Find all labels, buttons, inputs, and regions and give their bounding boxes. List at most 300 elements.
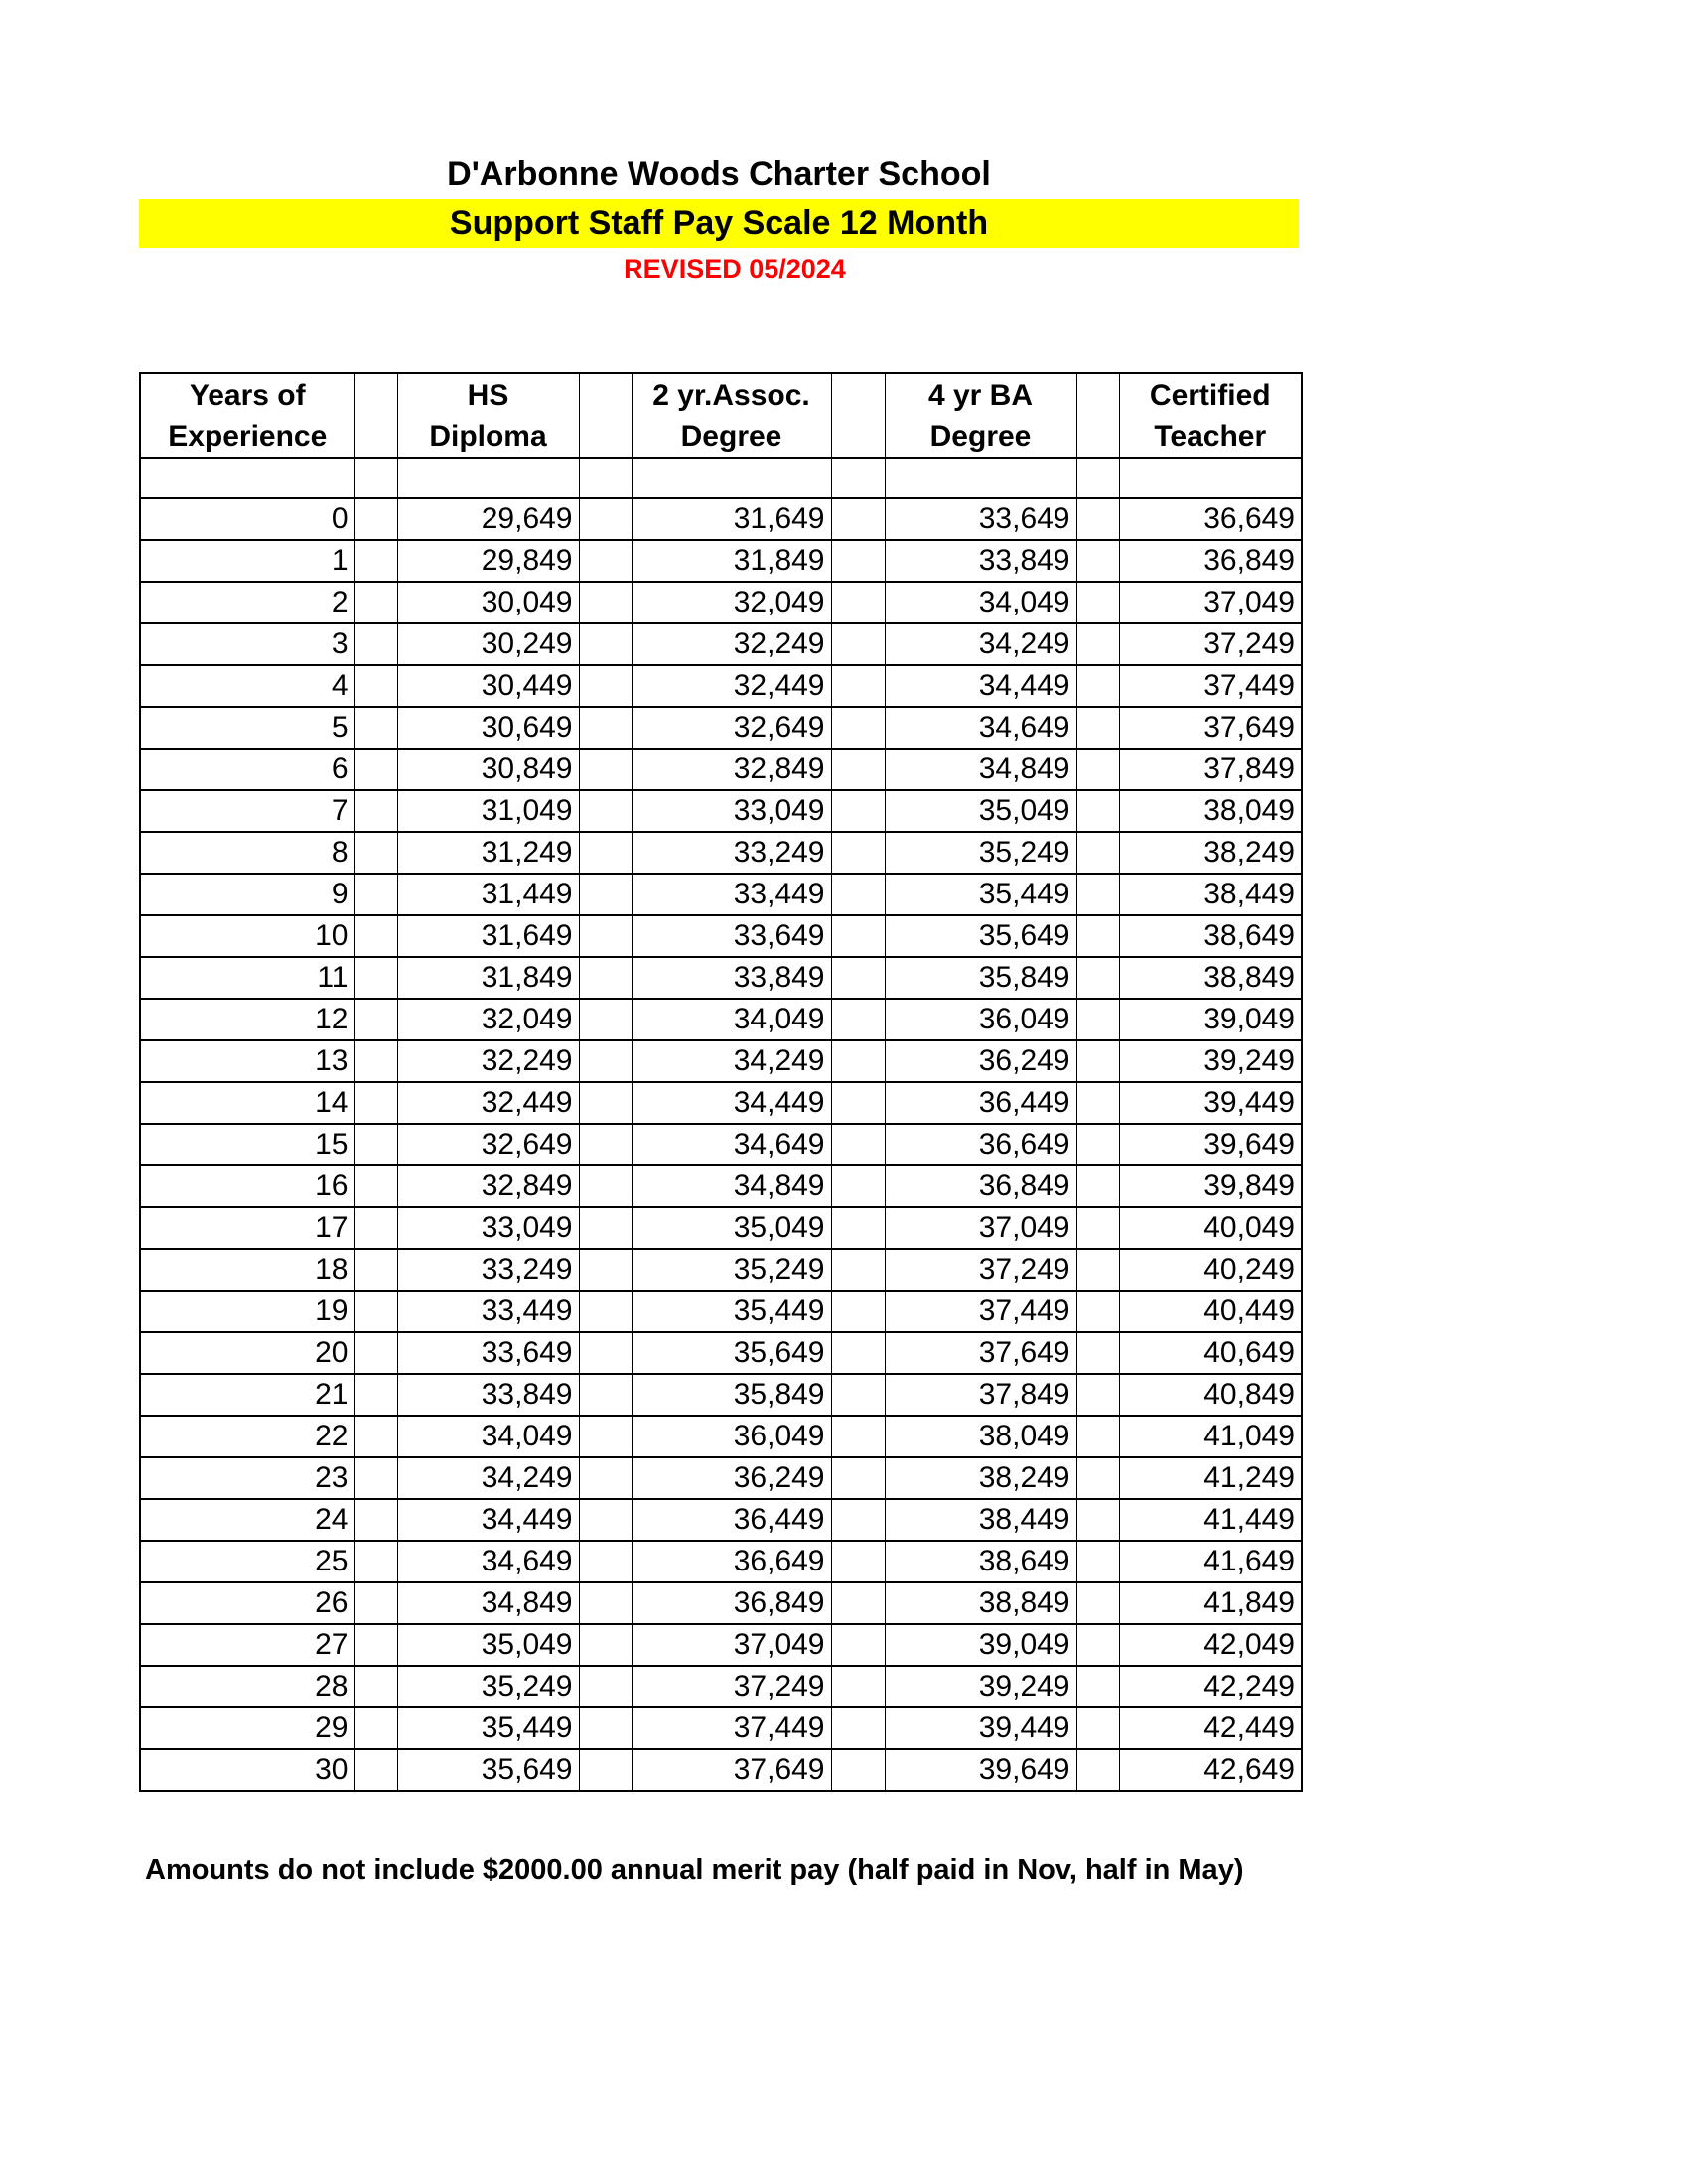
assoc-degree-cell: 35,849 <box>632 1374 831 1416</box>
spacer-cell <box>831 665 885 707</box>
spacer-cell <box>1076 498 1119 540</box>
years-cell: 11 <box>140 957 354 999</box>
assoc-degree-cell: 31,849 <box>632 540 831 582</box>
spacer-cell <box>579 1082 632 1124</box>
spacer-cell <box>579 1749 632 1791</box>
spacer-cell <box>579 1374 632 1416</box>
spacer-column <box>831 373 885 458</box>
spacer-cell <box>831 832 885 874</box>
spacer-cell <box>831 1707 885 1749</box>
hs-diploma-cell: 35,649 <box>397 1749 579 1791</box>
column-header-assoc-degree: 2 yr.Assoc. Degree <box>632 373 831 458</box>
ba-degree-cell: 34,849 <box>885 749 1076 790</box>
spacer-cell <box>354 790 397 832</box>
spacer-cell <box>579 957 632 999</box>
spacer-cell <box>354 1582 397 1624</box>
assoc-degree-cell: 31,649 <box>632 498 831 540</box>
spacer-cell <box>354 749 397 790</box>
spacer-cell <box>354 1165 397 1207</box>
hs-diploma-cell: 32,249 <box>397 1040 579 1082</box>
table-row <box>140 1749 1302 1791</box>
years-cell: 4 <box>140 665 354 707</box>
spacer-cell <box>1076 1207 1119 1249</box>
spacer-cell <box>354 874 397 915</box>
spacer-cell <box>354 1707 397 1749</box>
years-cell: 19 <box>140 1291 354 1332</box>
spacer-cell <box>1076 1624 1119 1666</box>
spacer-cell <box>579 1499 632 1541</box>
table-row <box>140 707 1302 749</box>
spacer-cell <box>354 498 397 540</box>
spacer-cell <box>831 582 885 623</box>
table-row <box>140 1707 1302 1749</box>
years-cell: 28 <box>140 1666 354 1707</box>
ba-degree-cell: 36,849 <box>885 1165 1076 1207</box>
revision-date: REVISED 05/2024 <box>624 254 846 284</box>
certified-teacher-cell: 42,649 <box>1119 1749 1302 1791</box>
table-row <box>140 1249 1302 1291</box>
hs-diploma-cell: 33,649 <box>397 1332 579 1374</box>
spacer-cell <box>354 1207 397 1249</box>
ba-degree-cell: 37,049 <box>885 1207 1076 1249</box>
hs-diploma-cell: 29,649 <box>397 498 579 540</box>
column-header-hs-diploma: HS Diploma <box>397 373 579 458</box>
spacer-cell <box>831 1082 885 1124</box>
spacer-cell <box>831 1541 885 1582</box>
ba-degree-cell: 38,049 <box>885 1416 1076 1457</box>
spacer-cell <box>1076 915 1119 957</box>
spacer-cell <box>831 1749 885 1791</box>
spacer-cell <box>1076 623 1119 665</box>
spacer-cell <box>1076 1374 1119 1416</box>
ba-degree-cell: 36,449 <box>885 1082 1076 1124</box>
spacer-cell <box>579 1457 632 1499</box>
certified-teacher-cell: 39,249 <box>1119 1040 1302 1082</box>
spacer-cell <box>579 749 632 790</box>
ba-degree-cell: 39,449 <box>885 1707 1076 1749</box>
spacer-cell <box>354 1249 397 1291</box>
years-cell: 3 <box>140 623 354 665</box>
table-row <box>140 957 1302 999</box>
table-row <box>140 665 1302 707</box>
column-header-years: Years of Experience <box>140 373 354 458</box>
table-row <box>140 540 1302 582</box>
table-row <box>140 915 1302 957</box>
assoc-degree-cell: 33,249 <box>632 832 831 874</box>
years-cell: 23 <box>140 1457 354 1499</box>
assoc-degree-cell: 34,249 <box>632 1040 831 1082</box>
spacer-cell <box>831 1249 885 1291</box>
ba-degree-cell: 35,849 <box>885 957 1076 999</box>
spacer-cell <box>579 707 632 749</box>
spacer-cell <box>579 1249 632 1291</box>
ba-degree-cell: 39,049 <box>885 1624 1076 1666</box>
assoc-degree-cell: 32,449 <box>632 665 831 707</box>
column-header-ba-degree: 4 yr BA Degree <box>885 373 1076 458</box>
hs-diploma-cell: 32,649 <box>397 1124 579 1165</box>
table-row <box>140 623 1302 665</box>
ba-degree-cell: 34,249 <box>885 623 1076 665</box>
spacer-cell <box>1076 1749 1119 1791</box>
spacer-cell <box>354 1457 397 1499</box>
table-row <box>140 1165 1302 1207</box>
certified-teacher-cell: 36,849 <box>1119 540 1302 582</box>
hs-diploma-cell: 33,849 <box>397 1374 579 1416</box>
table-row <box>140 874 1302 915</box>
ba-degree-cell: 36,649 <box>885 1124 1076 1165</box>
spacer-cell <box>831 1040 885 1082</box>
spacer-cell <box>579 832 632 874</box>
ba-degree-cell: 38,849 <box>885 1582 1076 1624</box>
spacer-cell <box>579 1541 632 1582</box>
table-row <box>140 1541 1302 1582</box>
assoc-degree-cell: 35,249 <box>632 1249 831 1291</box>
spacer-cell <box>1076 1582 1119 1624</box>
ba-degree-cell: 35,249 <box>885 832 1076 874</box>
certified-teacher-cell: 37,249 <box>1119 623 1302 665</box>
spacer-cell <box>1076 1707 1119 1749</box>
hs-diploma-cell: 34,249 <box>397 1457 579 1499</box>
certified-teacher-cell: 39,049 <box>1119 999 1302 1040</box>
spacer-cell <box>831 1291 885 1332</box>
table-row <box>140 1332 1302 1374</box>
hs-diploma-cell: 30,849 <box>397 749 579 790</box>
years-cell: 6 <box>140 749 354 790</box>
spacer-cell <box>831 749 885 790</box>
spacer-cell <box>354 1040 397 1082</box>
ba-degree-cell: 35,449 <box>885 874 1076 915</box>
page-title: Support Staff Pay Scale 12 Month <box>449 205 989 242</box>
certified-teacher-cell: 40,249 <box>1119 1249 1302 1291</box>
spacer-cell <box>1076 957 1119 999</box>
ba-degree-cell: 36,249 <box>885 1040 1076 1082</box>
table-row <box>140 749 1302 790</box>
spacer-cell <box>579 1291 632 1332</box>
assoc-degree-cell: 33,849 <box>632 957 831 999</box>
spacer-cell <box>354 1666 397 1707</box>
assoc-degree-cell: 33,449 <box>632 874 831 915</box>
years-cell: 9 <box>140 874 354 915</box>
spacer-cell <box>1076 1082 1119 1124</box>
ba-degree-cell: 34,449 <box>885 665 1076 707</box>
certified-teacher-cell: 40,449 <box>1119 1291 1302 1332</box>
certified-teacher-cell: 40,049 <box>1119 1207 1302 1249</box>
ba-degree-cell: 37,249 <box>885 1249 1076 1291</box>
spacer-cell <box>1076 1124 1119 1165</box>
hs-diploma-cell: 34,449 <box>397 1499 579 1541</box>
assoc-degree-cell: 32,249 <box>632 623 831 665</box>
ba-degree-cell: 37,849 <box>885 1374 1076 1416</box>
spacer-cell <box>831 1582 885 1624</box>
hs-diploma-cell: 35,449 <box>397 1707 579 1749</box>
spacer-cell <box>1076 1666 1119 1707</box>
assoc-degree-cell: 32,849 <box>632 749 831 790</box>
spacer-cell <box>831 999 885 1040</box>
assoc-degree-cell: 34,849 <box>632 1165 831 1207</box>
column-header-certified-teacher: Certified Teacher <box>1119 373 1302 458</box>
spacer-cell <box>831 1332 885 1374</box>
assoc-degree-cell: 32,049 <box>632 582 831 623</box>
spacer-cell <box>579 1582 632 1624</box>
spacer-cell <box>1076 540 1119 582</box>
certified-teacher-cell: 38,449 <box>1119 874 1302 915</box>
years-cell: 13 <box>140 1040 354 1082</box>
hs-diploma-cell: 30,249 <box>397 623 579 665</box>
hs-diploma-cell: 30,049 <box>397 582 579 623</box>
table-row <box>140 582 1302 623</box>
spacer-cell <box>1076 665 1119 707</box>
certified-teacher-cell: 39,849 <box>1119 1165 1302 1207</box>
spacer-cell <box>831 1207 885 1249</box>
years-cell: 21 <box>140 1374 354 1416</box>
spacer-cell <box>1076 1165 1119 1207</box>
hs-diploma-cell: 29,849 <box>397 540 579 582</box>
spacer-cell <box>831 1457 885 1499</box>
years-cell: 5 <box>140 707 354 749</box>
pay-scale-table <box>139 372 1303 1792</box>
assoc-degree-cell: 32,649 <box>632 707 831 749</box>
table-row <box>140 1124 1302 1165</box>
certified-teacher-cell: 38,249 <box>1119 832 1302 874</box>
spacer-cell <box>354 540 397 582</box>
years-cell: 26 <box>140 1582 354 1624</box>
spacer-cell <box>831 790 885 832</box>
hs-diploma-cell: 30,649 <box>397 707 579 749</box>
table-row <box>140 999 1302 1040</box>
certified-teacher-cell: 38,049 <box>1119 790 1302 832</box>
table-row <box>140 1040 1302 1082</box>
hs-diploma-cell: 32,849 <box>397 1165 579 1207</box>
certified-teacher-cell: 42,049 <box>1119 1624 1302 1666</box>
spacer-cell <box>579 1416 632 1457</box>
assoc-degree-cell: 36,249 <box>632 1457 831 1499</box>
school-name: D'Arbonne Woods Charter School <box>447 155 991 193</box>
table-row <box>140 1666 1302 1707</box>
certified-teacher-cell: 36,649 <box>1119 498 1302 540</box>
spacer-cell <box>579 1332 632 1374</box>
spacer-cell <box>1076 1457 1119 1499</box>
spacer-cell <box>831 1124 885 1165</box>
hs-diploma-cell: 31,449 <box>397 874 579 915</box>
spacer-cell <box>1076 1499 1119 1541</box>
spacer-cell <box>579 1165 632 1207</box>
spacer-cell <box>1076 582 1119 623</box>
spacer-cell <box>354 957 397 999</box>
assoc-degree-cell: 34,049 <box>632 999 831 1040</box>
certified-teacher-cell: 42,249 <box>1119 1666 1302 1707</box>
table-row <box>140 832 1302 874</box>
certified-teacher-cell: 37,049 <box>1119 582 1302 623</box>
hs-diploma-cell: 34,849 <box>397 1582 579 1624</box>
hs-diploma-cell: 33,049 <box>397 1207 579 1249</box>
years-cell: 17 <box>140 1207 354 1249</box>
years-cell: 22 <box>140 1416 354 1457</box>
certified-teacher-cell: 40,849 <box>1119 1374 1302 1416</box>
table-row <box>140 1374 1302 1416</box>
spacer-cell <box>579 540 632 582</box>
certified-teacher-cell: 37,849 <box>1119 749 1302 790</box>
assoc-degree-cell: 33,649 <box>632 915 831 957</box>
ba-degree-cell: 37,649 <box>885 1332 1076 1374</box>
spacer-cell <box>579 1707 632 1749</box>
table-row <box>140 1582 1302 1624</box>
spacer-cell <box>831 1374 885 1416</box>
certified-teacher-cell: 38,649 <box>1119 915 1302 957</box>
spacer-cell <box>1076 1416 1119 1457</box>
spacer-cell <box>1076 1541 1119 1582</box>
certified-teacher-cell: 42,449 <box>1119 1707 1302 1749</box>
table-row <box>140 790 1302 832</box>
ba-degree-cell: 38,249 <box>885 1457 1076 1499</box>
years-cell: 27 <box>140 1624 354 1666</box>
spacer-column <box>1076 373 1119 458</box>
hs-diploma-cell: 33,249 <box>397 1249 579 1291</box>
years-cell: 16 <box>140 1165 354 1207</box>
spacer-cell <box>1076 749 1119 790</box>
hs-diploma-cell: 31,649 <box>397 915 579 957</box>
spacer-cell <box>579 915 632 957</box>
assoc-degree-cell: 33,049 <box>632 790 831 832</box>
ba-degree-cell: 37,449 <box>885 1291 1076 1332</box>
spacer-cell <box>1076 1291 1119 1332</box>
hs-diploma-cell: 33,449 <box>397 1291 579 1332</box>
spacer-cell <box>579 1040 632 1082</box>
hs-diploma-cell: 30,449 <box>397 665 579 707</box>
spacer-cell <box>354 1124 397 1165</box>
ba-degree-cell: 34,649 <box>885 707 1076 749</box>
spacer-cell <box>579 1124 632 1165</box>
hs-diploma-cell: 34,649 <box>397 1541 579 1582</box>
spacer-cell <box>831 1165 885 1207</box>
certified-teacher-cell: 41,049 <box>1119 1416 1302 1457</box>
assoc-degree-cell: 34,649 <box>632 1124 831 1165</box>
assoc-degree-cell: 36,049 <box>632 1416 831 1457</box>
spacer-cell <box>579 498 632 540</box>
spacer-cell <box>579 1624 632 1666</box>
table-row <box>140 1207 1302 1249</box>
hs-diploma-cell: 35,049 <box>397 1624 579 1666</box>
assoc-degree-cell: 35,449 <box>632 1291 831 1332</box>
assoc-degree-cell: 35,049 <box>632 1207 831 1249</box>
assoc-degree-cell: 36,849 <box>632 1582 831 1624</box>
spacer-cell <box>354 1416 397 1457</box>
hs-diploma-cell: 31,249 <box>397 832 579 874</box>
assoc-degree-cell: 37,049 <box>632 1624 831 1666</box>
spacer-cell <box>1076 707 1119 749</box>
spacer-cell <box>1076 874 1119 915</box>
spacer-cell <box>1076 1249 1119 1291</box>
ba-degree-cell: 35,649 <box>885 915 1076 957</box>
ba-degree-cell: 38,649 <box>885 1541 1076 1582</box>
spacer-cell <box>831 957 885 999</box>
ba-degree-cell: 39,649 <box>885 1749 1076 1791</box>
table-row <box>140 1457 1302 1499</box>
spacer-cell <box>354 1291 397 1332</box>
spacer-cell <box>831 540 885 582</box>
spacer-cell <box>831 874 885 915</box>
spacer-cell <box>831 623 885 665</box>
ba-degree-cell: 39,249 <box>885 1666 1076 1707</box>
ba-degree-cell: 35,049 <box>885 790 1076 832</box>
certified-teacher-cell: 38,849 <box>1119 957 1302 999</box>
years-cell: 24 <box>140 1499 354 1541</box>
spacer-cell <box>354 1374 397 1416</box>
years-cell: 8 <box>140 832 354 874</box>
hs-diploma-cell: 31,849 <box>397 957 579 999</box>
assoc-degree-cell: 37,649 <box>632 1749 831 1791</box>
table-row <box>140 1291 1302 1332</box>
hs-diploma-cell: 32,049 <box>397 999 579 1040</box>
years-cell: 15 <box>140 1124 354 1165</box>
years-cell: 7 <box>140 790 354 832</box>
spacer-cell <box>1076 1332 1119 1374</box>
assoc-degree-cell: 35,649 <box>632 1332 831 1374</box>
spacer-cell <box>354 582 397 623</box>
spacer-cell <box>1076 999 1119 1040</box>
merit-pay-footnote: Amounts do not include $2000.00 annual merit pay (half paid in Nov, half in May) <box>145 1854 1244 1886</box>
ba-degree-cell: 38,449 <box>885 1499 1076 1541</box>
spacer-cell <box>831 707 885 749</box>
spacer-cell <box>1076 832 1119 874</box>
certified-teacher-cell: 41,649 <box>1119 1541 1302 1582</box>
certified-teacher-cell: 39,649 <box>1119 1124 1302 1165</box>
spacer-cell <box>354 1541 397 1582</box>
certified-teacher-cell: 39,449 <box>1119 1082 1302 1124</box>
spacer-cell <box>579 665 632 707</box>
ba-degree-cell: 33,849 <box>885 540 1076 582</box>
spacer-cell <box>354 1624 397 1666</box>
table-row <box>140 1416 1302 1457</box>
ba-degree-cell: 34,049 <box>885 582 1076 623</box>
ba-degree-cell: 36,049 <box>885 999 1076 1040</box>
table-row <box>140 498 1302 540</box>
spacer-cell <box>354 1499 397 1541</box>
certified-teacher-cell: 37,649 <box>1119 707 1302 749</box>
spacer-cell <box>354 1749 397 1791</box>
assoc-degree-cell: 37,449 <box>632 1707 831 1749</box>
years-cell: 0 <box>140 498 354 540</box>
spacer-cell <box>1076 790 1119 832</box>
table-row <box>140 1082 1302 1124</box>
assoc-degree-cell: 36,449 <box>632 1499 831 1541</box>
spacer-cell <box>579 874 632 915</box>
years-cell: 12 <box>140 999 354 1040</box>
hs-diploma-cell: 32,449 <box>397 1082 579 1124</box>
spacer-cell <box>831 1666 885 1707</box>
spacer-cell <box>354 1332 397 1374</box>
spacer-cell <box>831 1499 885 1541</box>
spacer-cell <box>579 790 632 832</box>
spacer-cell <box>354 832 397 874</box>
certified-teacher-cell: 37,449 <box>1119 665 1302 707</box>
spacer-cell <box>1076 1040 1119 1082</box>
spacer-cell <box>354 915 397 957</box>
certified-teacher-cell: 41,449 <box>1119 1499 1302 1541</box>
spacer-cell <box>354 623 397 665</box>
spacer-column <box>579 373 632 458</box>
spacer-cell <box>831 1416 885 1457</box>
table-row <box>140 1499 1302 1541</box>
assoc-degree-cell: 37,249 <box>632 1666 831 1707</box>
spacer-cell <box>579 1207 632 1249</box>
spacer-cell <box>354 707 397 749</box>
spacer-cell <box>354 1082 397 1124</box>
years-cell: 1 <box>140 540 354 582</box>
hs-diploma-cell: 34,049 <box>397 1416 579 1457</box>
spacer-cell <box>579 582 632 623</box>
years-cell: 18 <box>140 1249 354 1291</box>
years-cell: 30 <box>140 1749 354 1791</box>
